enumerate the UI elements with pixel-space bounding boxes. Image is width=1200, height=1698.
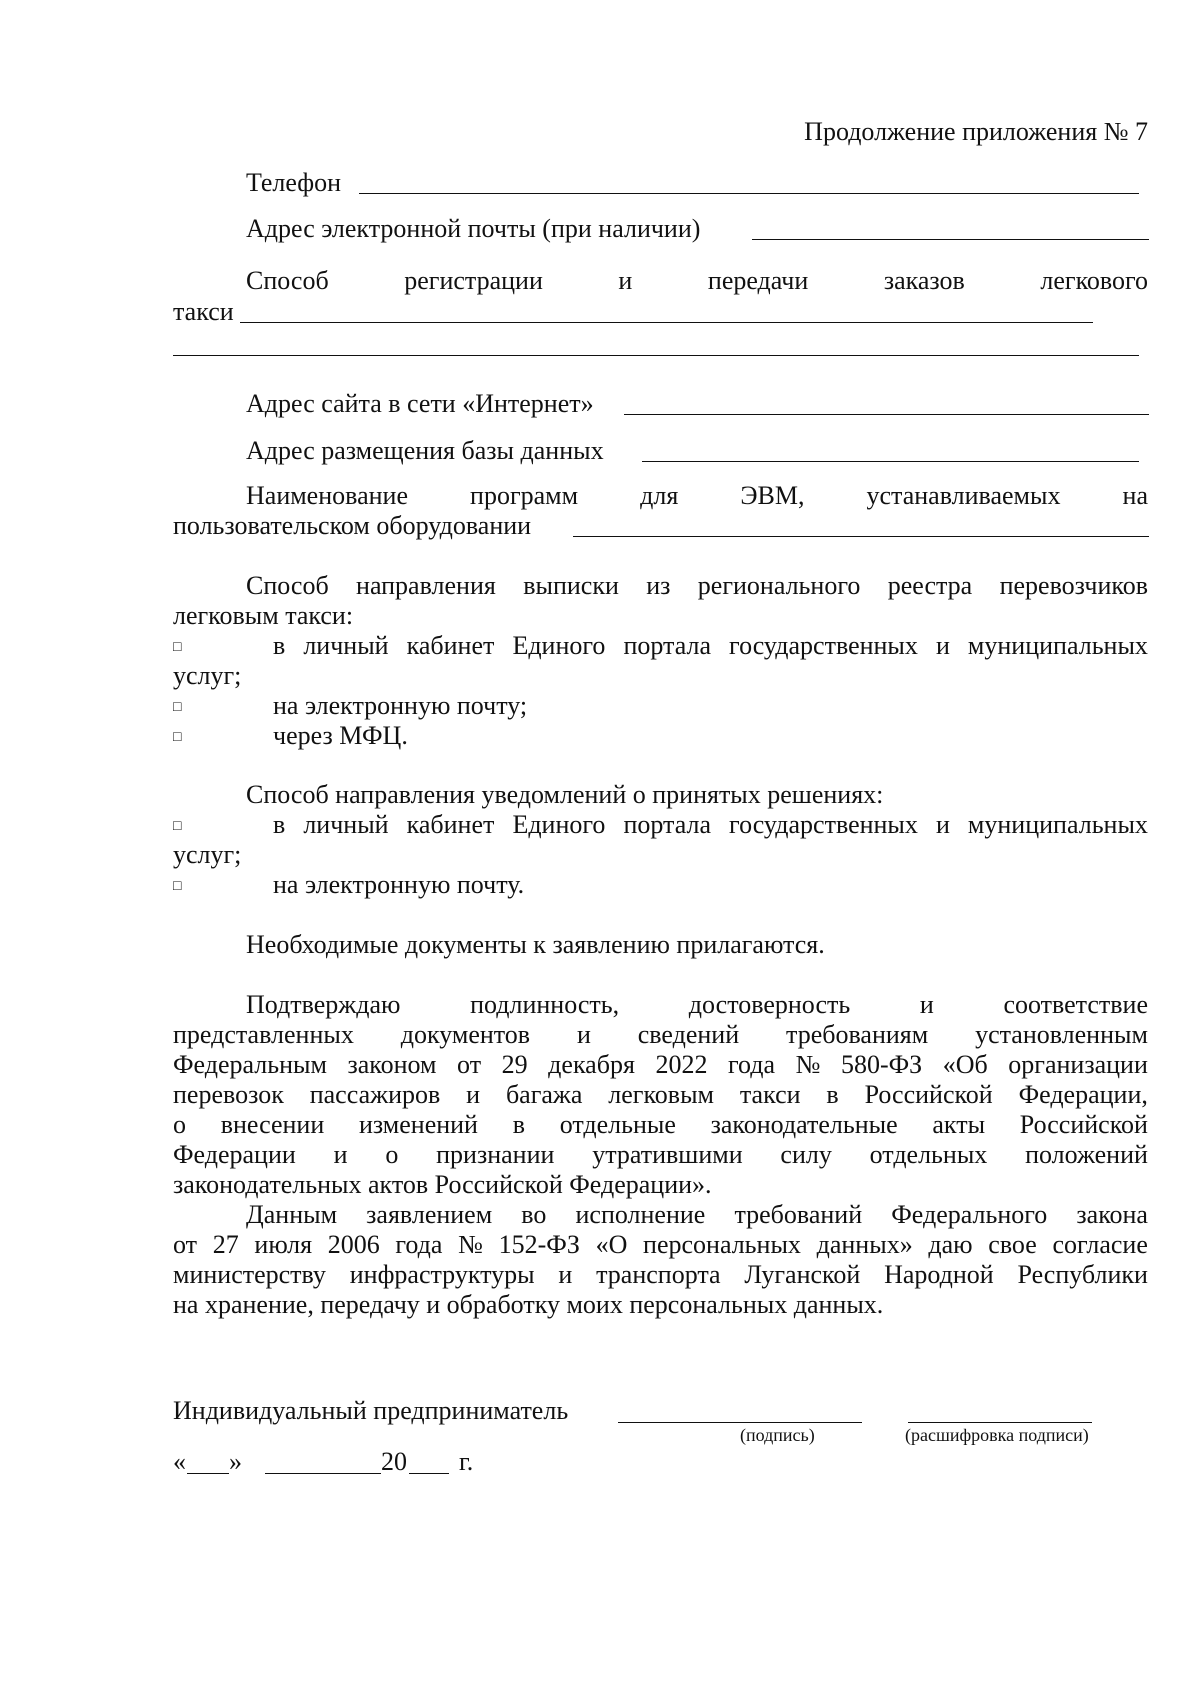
word: кабинет	[406, 631, 495, 660]
word: №	[795, 1050, 821, 1079]
word: направления	[356, 571, 496, 600]
date-day-input-line[interactable]	[187, 1473, 229, 1474]
word: Федеральным	[173, 1050, 327, 1079]
notices-option2-checkbox[interactable]: □	[173, 879, 182, 894]
registration-input-line-1[interactable]	[240, 322, 1093, 323]
word: ЭВМ,	[740, 481, 805, 510]
word: декабря	[548, 1050, 635, 1079]
extract-option1-checkbox[interactable]: □	[173, 640, 182, 655]
registration-input-line-2[interactable]	[173, 355, 1139, 356]
notices-option2-label: на электронную почту.	[273, 870, 525, 899]
word: 29	[501, 1050, 528, 1079]
email-input-line[interactable]	[752, 239, 1149, 240]
notices-option1-label	[273, 810, 1148, 840]
word: заявлением	[366, 1200, 493, 1229]
word: подлинность,	[470, 990, 620, 1019]
confirm-line-7: законодательных актов Российской Федерации».	[173, 1170, 712, 1199]
word: достоверность	[688, 990, 851, 1019]
word: муниципальных	[967, 810, 1148, 839]
word: инфраструктуры	[349, 1260, 535, 1289]
word: и	[935, 631, 950, 660]
consent-line-1	[173, 1200, 1148, 1230]
word: Федерации,	[1018, 1080, 1148, 1109]
date-year-suffix: г.	[459, 1447, 474, 1476]
word: на	[1122, 481, 1148, 510]
website-label: Адрес сайта в сети «Интернет»	[246, 389, 594, 418]
extract-option3-checkbox[interactable]: □	[173, 730, 182, 745]
word: года	[395, 1230, 443, 1259]
word: и	[466, 1080, 481, 1109]
word: законом	[347, 1050, 437, 1079]
word: 2022	[655, 1050, 708, 1079]
word: Наименование	[246, 481, 408, 510]
email-label: Адрес электронной почты (при наличии)	[246, 214, 701, 243]
word: такси	[739, 1080, 801, 1109]
extract-option1-cont: услуг;	[173, 661, 242, 690]
confirm-line-2	[173, 1020, 1148, 1050]
word: транспорта	[596, 1260, 721, 1289]
registration-method-line	[173, 266, 1148, 296]
word: во	[521, 1200, 547, 1229]
signature-caption: (подпись)	[740, 1425, 815, 1445]
word: организации	[1008, 1050, 1148, 1079]
word: в	[826, 1080, 839, 1109]
word: года	[728, 1050, 776, 1079]
word: согласие	[1052, 1230, 1148, 1259]
word: портала	[623, 631, 711, 660]
word: отдельные	[559, 1110, 676, 1139]
word: государственных	[729, 631, 918, 660]
word: государственных	[729, 810, 918, 839]
word: данных»	[816, 1230, 913, 1259]
word: требований	[734, 1200, 863, 1229]
database-input-line[interactable]	[642, 461, 1139, 462]
confirm-line-4	[173, 1080, 1148, 1110]
extract-option2-checkbox[interactable]: □	[173, 700, 182, 715]
word: перевозчиков	[999, 571, 1148, 600]
word: легкового	[1040, 266, 1148, 295]
word: от	[457, 1050, 482, 1079]
page-header: Продолжение приложения № 7	[804, 117, 1148, 146]
word: легковым	[608, 1080, 714, 1109]
word: документов	[400, 1020, 531, 1049]
word: свое	[988, 1230, 1037, 1259]
word: Российской	[864, 1080, 993, 1109]
confirm-line-5	[173, 1110, 1148, 1140]
notices-option1-cont: услуг;	[173, 840, 242, 869]
word: установленным	[975, 1020, 1148, 1049]
word: и	[618, 266, 633, 295]
extract-option1-label	[273, 631, 1148, 661]
word: признании	[436, 1140, 555, 1169]
word: министерству	[173, 1260, 326, 1289]
word: в	[273, 631, 286, 660]
date-close-quote: »	[229, 1447, 242, 1476]
documents-note: Необходимые документы к заявлению прилагаются.	[246, 930, 825, 959]
consent-line-4: на хранение, передачу и обработку моих персональных данных.	[173, 1290, 884, 1319]
confirm-line-3	[173, 1050, 1148, 1080]
word: силу	[780, 1140, 832, 1169]
word: Подтверждаю	[246, 990, 401, 1019]
consent-line-2	[173, 1230, 1148, 1260]
word: персональных	[643, 1230, 801, 1259]
word: «О	[595, 1230, 628, 1259]
signature-role: Индивидуальный предприниматель	[173, 1396, 569, 1425]
word: Данным	[246, 1200, 338, 1229]
word: пассажиров	[309, 1080, 441, 1109]
word: о	[385, 1140, 399, 1169]
date-month-input-line[interactable]	[265, 1473, 381, 1474]
word: требованиям	[786, 1020, 929, 1049]
word: программ	[470, 481, 579, 510]
confirm-line-6	[173, 1140, 1148, 1170]
word: устанавливаемых	[866, 481, 1061, 510]
word: о	[173, 1110, 186, 1139]
signature-name-input-line[interactable]	[908, 1422, 1092, 1423]
word: акты	[932, 1110, 986, 1139]
word: передачи	[707, 266, 809, 295]
word: 2006	[327, 1230, 380, 1259]
extract-option2-label: на электронную почту;	[273, 691, 528, 720]
extract-method-title-cont: легковым такси:	[173, 601, 354, 630]
word: Способ	[246, 571, 329, 600]
software-cont: пользовательском оборудовании	[173, 511, 532, 540]
word: Народной	[884, 1260, 994, 1289]
word: кабинет	[406, 810, 495, 839]
extract-method-title	[173, 571, 1148, 601]
word: 580-ФЗ	[840, 1050, 923, 1079]
word: и	[558, 1260, 573, 1289]
extract-option3-label: через МФЦ.	[273, 721, 408, 750]
word: Республики	[1017, 1260, 1148, 1289]
word: утратившими	[592, 1140, 743, 1169]
registration-method-cont: такси	[173, 297, 234, 326]
phone-input-line[interactable]	[359, 193, 1139, 194]
word: положений	[1025, 1140, 1148, 1169]
date-open-quote: «	[173, 1447, 186, 1476]
database-label: Адрес размещения базы данных	[246, 436, 604, 465]
word: перевозок	[173, 1080, 284, 1109]
word: Российской	[1019, 1110, 1148, 1139]
word: изменений	[358, 1110, 478, 1139]
word: №	[458, 1230, 483, 1259]
word: в	[273, 810, 286, 839]
word: сведений	[637, 1020, 740, 1049]
confirm-line-1	[173, 990, 1148, 1020]
word: муниципальных	[967, 631, 1148, 660]
word: выписки	[523, 571, 619, 600]
word: и	[935, 810, 950, 839]
word: Федерального	[891, 1200, 1048, 1229]
word: даю	[928, 1230, 973, 1259]
word: представленных	[173, 1020, 354, 1049]
word: личный	[303, 810, 389, 839]
word: от	[173, 1230, 198, 1259]
word: внесении	[220, 1110, 325, 1139]
website-input-line[interactable]	[624, 414, 1149, 415]
signature-name-caption: (расшифровка подписи)	[905, 1425, 1089, 1445]
word: багажа	[505, 1080, 583, 1109]
word: 27	[212, 1230, 239, 1259]
word: законодательные	[710, 1110, 898, 1139]
word: Единого	[512, 631, 606, 660]
phone-label: Телефон	[246, 168, 342, 197]
word: и	[576, 1020, 591, 1049]
word: личный	[303, 631, 389, 660]
word: Способ	[246, 266, 329, 295]
word: отдельных	[869, 1140, 988, 1169]
word: 152-ФЗ	[498, 1230, 580, 1259]
word: реестра	[887, 571, 973, 600]
consent-line-3	[173, 1260, 1148, 1290]
date-year-input-line[interactable]	[409, 1473, 449, 1474]
word: соответствие	[1003, 990, 1148, 1019]
word: закона	[1076, 1200, 1148, 1229]
notices-option1-checkbox[interactable]: □	[173, 819, 182, 834]
word: портала	[623, 810, 711, 839]
word: регистрации	[404, 266, 543, 295]
word: заказов	[883, 266, 965, 295]
signature-input-line[interactable]	[618, 1422, 862, 1423]
date-year-prefix: 20	[381, 1447, 407, 1476]
word: Единого	[512, 810, 606, 839]
word: исполнение	[575, 1200, 706, 1229]
software-input-line[interactable]	[573, 536, 1149, 537]
word: из	[646, 571, 671, 600]
word: «Об	[942, 1050, 988, 1079]
word: регионального	[697, 571, 861, 600]
notices-method-title: Способ направления уведомлений о принятых решениях:	[246, 780, 884, 809]
word: Луганской	[744, 1260, 861, 1289]
word: для	[640, 481, 679, 510]
word: Федерации	[173, 1140, 296, 1169]
word: июля	[254, 1230, 313, 1259]
word: и	[333, 1140, 348, 1169]
software-line	[173, 481, 1148, 511]
word: в	[512, 1110, 525, 1139]
word: и	[919, 990, 934, 1019]
